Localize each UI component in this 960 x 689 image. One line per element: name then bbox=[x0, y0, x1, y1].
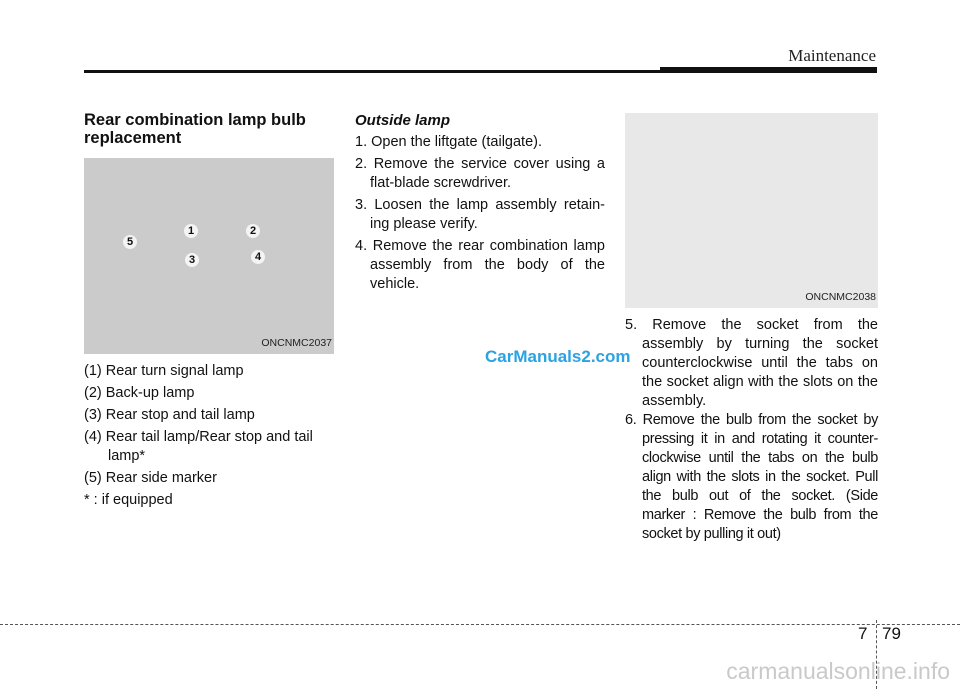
watermark-link[interactable]: CarManuals2.com bbox=[485, 347, 631, 366]
middle-column bbox=[355, 111, 605, 297]
callout-1: 1 bbox=[184, 224, 198, 238]
step-item: 5. Remove the socket from the assembly by turning the socket counterclockwise until the tabs on the socket align with the slots on the assembly. bbox=[625, 317, 878, 409]
page-number: 79 bbox=[882, 624, 901, 643]
socket-figure bbox=[625, 113, 878, 308]
callout-4: 4 bbox=[251, 250, 265, 264]
site-watermark: carmanualsonline.info bbox=[726, 658, 950, 684]
procedure-steps bbox=[355, 133, 605, 294]
callout-3: 3 bbox=[185, 253, 199, 267]
section-title: Maintenance bbox=[788, 46, 876, 65]
legend-item: (1) Rear turn signal lamp bbox=[84, 363, 244, 379]
legend-item: (3) Rear stop and tail lamp bbox=[84, 407, 255, 423]
chapter-number: 7 bbox=[858, 624, 868, 643]
header-rule-bold bbox=[660, 67, 877, 73]
footer-rule bbox=[0, 624, 960, 625]
procedure-steps-continued bbox=[625, 316, 878, 544]
header-rule bbox=[84, 70, 660, 73]
step-item: 6. Remove the bulb from the socket by pressing it in and rotating it counter- clockwise until the tabs on the bulb align with the slots in the socket. Pull the bulb out of the socket. (Side marker : Remove the bulb from the socket by pulling it out) bbox=[625, 412, 878, 542]
section-heading: Rear combination lamp bulb replacement bbox=[84, 111, 306, 147]
callout-5: 5 bbox=[123, 235, 137, 249]
legend-footnote: * : if equipped bbox=[84, 492, 173, 508]
step-item: 4. Remove the rear combination lamp assembly from the body of the vehicle. bbox=[355, 238, 605, 292]
callout-2: 2 bbox=[246, 224, 260, 238]
figure-code: ONCNMC2038 bbox=[805, 291, 876, 303]
figure-code: ONCNMC2037 bbox=[261, 337, 332, 349]
step-item: 1. Open the liftgate (tailgate). bbox=[355, 134, 542, 150]
step-item: 2. Remove the service cover using a flat-blade screwdriver. bbox=[355, 156, 605, 191]
left-column bbox=[84, 111, 334, 513]
subsection-heading: Outside lamp bbox=[355, 112, 451, 129]
legend-item: (5) Rear side marker bbox=[84, 470, 217, 486]
right-column bbox=[625, 113, 878, 544]
rear-lamp-figure bbox=[84, 158, 334, 354]
step-item: 3. Loosen the lamp assembly retain- ing please verify. bbox=[355, 197, 605, 232]
figure-legend bbox=[84, 362, 334, 510]
legend-item: (2) Back-up lamp bbox=[84, 385, 195, 401]
legend-item: (4) Rear tail lamp/Rear stop and tail lamp* bbox=[84, 429, 313, 464]
